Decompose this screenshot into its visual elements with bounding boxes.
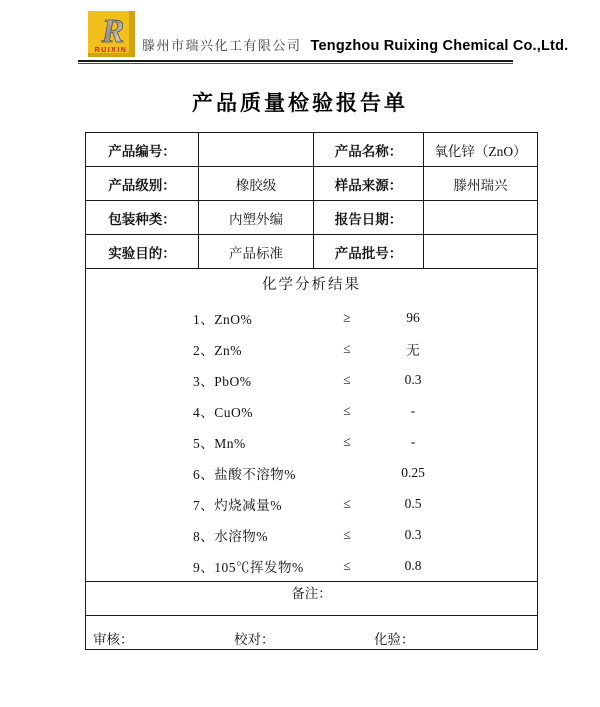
signature-test-label: 化验： [374,632,415,647]
header-divider-rule [78,60,513,64]
analysis-row [86,519,537,550]
analysis-item-name: 7、灼烧减量% [193,497,282,513]
company-logo [88,11,135,57]
analysis-item-value: - [410,433,416,449]
logo-brand-text: RUIXIN [94,47,128,54]
info-row [86,167,538,201]
analysis-item-name: 2、Zn% [193,342,242,358]
page-title: 产品质量检验报告单 [192,92,408,115]
remarks-row [86,582,538,616]
info-value: 内塑外编 [199,201,314,235]
analysis-item-value: 0.25 [401,464,425,480]
analysis-item-name: 5、Mn% [193,435,246,451]
info-value [424,235,538,269]
logo-letter: R [101,13,125,50]
analysis-item-value: 无 [406,342,420,358]
signature-review-label: 审核： [93,632,134,647]
info-label: 产品名称： [314,133,424,167]
analysis-section-title: 化学分析结果 [262,277,361,293]
info-value: 氧化锌（ZnO） [424,133,538,167]
analysis-item-value: 0.5 [404,495,422,511]
comparison-symbol: ≤ [343,340,351,356]
ruixin-logo-icon [88,11,135,57]
analysis-item-value: 0.3 [404,371,422,387]
remarks-label: 备注： [291,586,332,601]
analysis-row [86,333,537,364]
signatures-row [86,616,538,650]
report-table [85,132,538,650]
analysis-row [86,426,537,457]
analysis-row [86,457,537,488]
analysis-item-name: 3、PbO% [193,373,252,389]
info-row [86,201,538,235]
company-name-cn: 滕州市瑞兴化工有限公司 [142,38,302,53]
info-value [199,133,314,167]
analysis-row [86,395,537,426]
analysis-row [86,302,537,333]
analysis-item-value: 0.8 [404,557,422,573]
info-value: 滕州瑞兴 [424,167,538,201]
analysis-row [86,364,537,395]
company-names [142,35,568,57]
analysis-item-name: 8、水溶物% [193,528,268,544]
info-label: 样品来源： [314,167,424,201]
info-row [86,133,538,167]
info-label: 产品批号： [314,235,424,269]
signatures-cell [86,616,538,650]
comparison-symbol: ≤ [343,402,351,418]
analysis-section [86,269,538,582]
analysis-item-name: 4、CuO% [193,404,253,420]
analysis-item-value: - [410,402,416,418]
comparison-symbol: ≤ [343,371,351,387]
comparison-symbol: ≤ [343,557,351,573]
comparison-symbol: ≤ [343,433,351,449]
info-label: 产品级别： [86,167,199,201]
header [88,11,568,57]
analysis-row [86,550,537,581]
info-value: 产品标准 [199,235,314,269]
analysis-item-name: 9、105℃挥发物% [193,559,304,575]
analysis-item-name: 6、盐酸不溶物% [193,466,296,482]
info-label: 包装种类： [86,201,199,235]
signature-proofread-label: 校对： [234,632,275,647]
company-name-en: Tengzhou Ruixing Chemical Co.,Ltd. [310,38,569,54]
info-value [424,201,538,235]
analysis-item-name: 1、ZnO% [193,311,253,327]
analysis-item-value: 0.3 [404,526,422,542]
info-label: 产品编号： [86,133,199,167]
comparison-symbol: ≥ [343,309,351,325]
info-row [86,235,538,269]
info-label: 实验目的： [86,235,199,269]
analysis-row [86,488,537,519]
comparison-symbol: ≤ [343,526,351,542]
analysis-section-row [86,269,538,582]
analysis-item-value: 96 [406,309,420,325]
info-label: 报告日期： [314,201,424,235]
remarks-cell [86,582,538,616]
info-value: 橡胶级 [199,167,314,201]
comparison-symbol: ≤ [343,495,351,511]
